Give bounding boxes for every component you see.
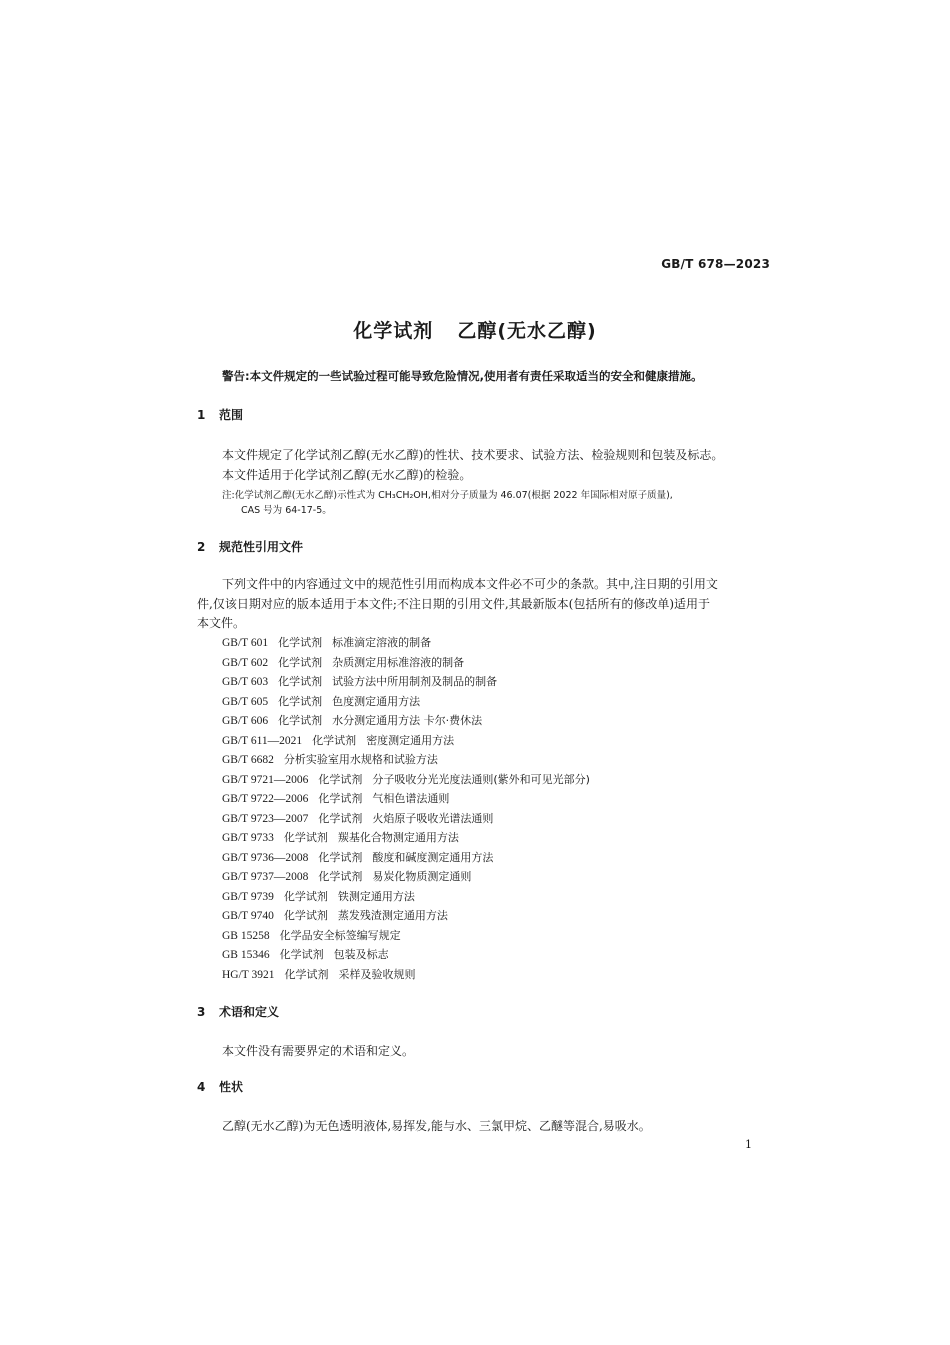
reference-item bbox=[222, 867, 590, 887]
standard-number: GB/T 678—2023 bbox=[661, 257, 770, 271]
reference-code: GB/T 606 bbox=[222, 715, 269, 727]
section-3-number: 3 bbox=[197, 1005, 206, 1019]
reference-category: 化学试剂 bbox=[318, 792, 363, 805]
reference-item bbox=[222, 809, 590, 829]
reference-title: 试验方法中所用制剂及制品的制备 bbox=[332, 675, 498, 688]
reference-code: GB/T 9739 bbox=[222, 890, 274, 903]
reference-category: 化学试剂 bbox=[318, 772, 363, 786]
reference-code: GB/T 605 bbox=[222, 695, 269, 708]
reference-category: 化学试剂 bbox=[278, 714, 323, 727]
section-3-heading bbox=[197, 1003, 279, 1020]
reference-code: GB 15346 bbox=[222, 949, 270, 961]
scope-paragraph-1: 本文件规定了化学试剂乙醇(无水乙醇)的性状、技术要求、试验方法、检验规则和包装及标志。 bbox=[222, 448, 724, 462]
reference-list bbox=[222, 633, 590, 984]
scope-note-line-1: 注:化学试剂乙醇(无水乙醇)示性式为 CH₃CH₂OH,相对分子质量为 46.07(根据 2022 年国际相对原子质量), bbox=[222, 490, 673, 501]
reference-item bbox=[222, 750, 590, 770]
reference-title: 包装及标志 bbox=[333, 948, 389, 961]
reference-category: 化学试剂 bbox=[283, 889, 328, 903]
reference-title: 气相色谱法通则 bbox=[372, 792, 450, 805]
reference-item bbox=[222, 926, 590, 946]
title-part-2: 乙醇(无水乙醇) bbox=[457, 320, 597, 342]
section-4-heading bbox=[197, 1078, 243, 1095]
reference-item bbox=[222, 633, 590, 653]
reference-code: GB/T 603 bbox=[222, 676, 269, 688]
reference-title: 分析实验室用水规格和试验方法 bbox=[283, 753, 438, 766]
section-1-heading bbox=[197, 406, 243, 423]
reference-title: 酸度和碱度测定通用方法 bbox=[372, 850, 494, 864]
section-2-number: 2 bbox=[197, 540, 206, 554]
reference-title: 羰基化合物测定通用方法 bbox=[337, 831, 459, 844]
reference-category: 化学试剂 bbox=[318, 870, 363, 883]
reference-category: 化学试剂 bbox=[283, 831, 328, 844]
reference-item bbox=[222, 653, 590, 673]
reference-title: 采样及验收规则 bbox=[338, 967, 416, 981]
reference-item bbox=[222, 770, 590, 790]
section-2-heading bbox=[197, 538, 303, 555]
reference-category: 化学试剂 bbox=[278, 636, 323, 649]
reference-title: 色度测定通用方法 bbox=[332, 694, 421, 708]
reference-code: GB/T 9722—2006 bbox=[222, 793, 309, 805]
section-1-title: 范围 bbox=[219, 408, 244, 422]
reference-item bbox=[222, 731, 590, 751]
title-part-1: 化学试剂 bbox=[353, 320, 434, 342]
reference-item bbox=[222, 789, 590, 809]
reference-title: 易炭化物质测定通则 bbox=[372, 870, 472, 883]
reference-title: 化学品安全标签编写规定 bbox=[279, 928, 401, 942]
reference-code: GB/T 9723—2007 bbox=[222, 812, 309, 825]
intro-line-2: 件,仅该日期对应的版本适用于本文件;不注日期的引用文件,其最新版本(包括所有的修改单)适用于 bbox=[197, 596, 711, 611]
reference-title: 密度测定通用方法 bbox=[366, 733, 455, 747]
reference-code: GB/T 9721—2006 bbox=[222, 773, 309, 786]
document-title bbox=[0, 316, 950, 343]
properties-paragraph: 乙醇(无水乙醇)为无色透明液体,易挥发,能与水、三氯甲烷、乙醚等混合,易吸水。 bbox=[222, 1119, 651, 1133]
reference-category: 化学试剂 bbox=[283, 909, 328, 922]
scope-paragraph-2: 本文件适用于化学试剂乙醇(无水乙醇)的检验。 bbox=[222, 468, 472, 482]
reference-code: GB 15258 bbox=[222, 929, 270, 942]
section-2-title: 规范性引用文件 bbox=[219, 540, 304, 554]
reference-title: 标准滴定溶液的制备 bbox=[332, 636, 432, 649]
warning-statement: 警告:本文件规定的一些试验过程可能导致危险情况,使用者有责任采取适当的安全和健康措施。 bbox=[222, 369, 703, 383]
reference-code: GB/T 602 bbox=[222, 656, 269, 669]
reference-item bbox=[222, 906, 590, 926]
reference-code: GB/T 9736—2008 bbox=[222, 851, 309, 864]
reference-category: 化学试剂 bbox=[284, 967, 329, 981]
reference-category: 化学试剂 bbox=[318, 811, 363, 825]
reference-item bbox=[222, 965, 590, 985]
reference-category: 化学试剂 bbox=[278, 694, 323, 708]
reference-item bbox=[222, 711, 590, 731]
reference-item bbox=[222, 672, 590, 692]
reference-code: GB/T 611—2021 bbox=[222, 734, 303, 747]
reference-item bbox=[222, 887, 590, 907]
scope-note-line-2: CAS 号为 64-17-5。 bbox=[241, 505, 332, 516]
reference-category: 化学试剂 bbox=[278, 655, 323, 669]
reference-item bbox=[222, 848, 590, 868]
terms-paragraph: 本文件没有需要界定的术语和定义。 bbox=[222, 1044, 415, 1058]
reference-code: HG/T 3921 bbox=[222, 968, 275, 981]
reference-title: 分子吸收分光光度法通则(紫外和可见光部分) bbox=[372, 772, 590, 786]
reference-title: 火焰原子吸收光谱法通则 bbox=[372, 811, 494, 825]
reference-code: GB/T 601 bbox=[222, 637, 269, 649]
reference-item bbox=[222, 692, 590, 712]
reference-category: 化学试剂 bbox=[312, 733, 357, 747]
intro-line-3: 本文件。 bbox=[197, 616, 246, 630]
reference-item bbox=[222, 945, 590, 965]
reference-item bbox=[222, 828, 590, 848]
normative-refs-intro bbox=[197, 575, 767, 634]
reference-code: GB/T 9733 bbox=[222, 832, 274, 844]
reference-title: 铁测定通用方法 bbox=[337, 889, 415, 903]
reference-code: GB/T 9740 bbox=[222, 910, 274, 922]
reference-category: 化学试剂 bbox=[278, 675, 323, 688]
intro-line-1: 下列文件中的内容通过文中的规范性引用而构成本文件必不可少的条款。其中,注日期的引用文 bbox=[222, 577, 718, 591]
section-3-title: 术语和定义 bbox=[219, 1005, 280, 1019]
reference-title: 杂质测定用标准溶液的制备 bbox=[332, 655, 465, 669]
reference-title: 水分测定通用方法 卡尔·费休法 bbox=[332, 714, 483, 727]
reference-category: 化学试剂 bbox=[318, 850, 363, 864]
reference-code: GB/T 9737—2008 bbox=[222, 871, 309, 883]
reference-code: GB/T 6682 bbox=[222, 754, 274, 766]
section-4-title: 性状 bbox=[219, 1080, 244, 1094]
reference-title: 蒸发残渣测定通用方法 bbox=[337, 909, 448, 922]
reference-category: 化学试剂 bbox=[279, 948, 324, 961]
page-number: 1 bbox=[745, 1138, 752, 1151]
section-4-number: 4 bbox=[197, 1080, 206, 1094]
section-1-number: 1 bbox=[197, 408, 206, 422]
